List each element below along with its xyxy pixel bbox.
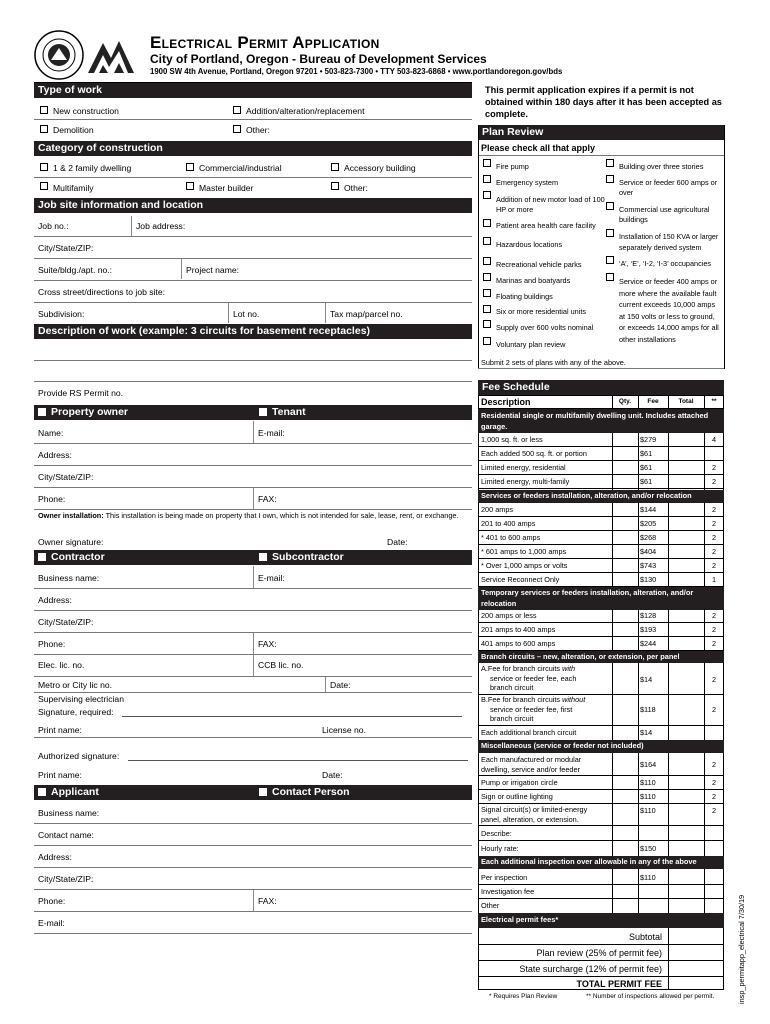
services-fee-fee: $743 — [640, 561, 657, 570]
fee-column-line — [668, 663, 669, 740]
residential-fee-description: Limited energy, residential — [481, 463, 566, 472]
owner-signature-field[interactable]: Owner signature: — [38, 537, 104, 547]
subcontractor-title: Subcontractor — [272, 551, 344, 563]
metro-lic-field[interactable]: Metro or City lic no. — [38, 680, 113, 690]
applicant-fax-field[interactable]: FAX: — [258, 896, 277, 906]
authorized-signature-field[interactable]: Authorized signature: — [38, 751, 120, 761]
services-fee-description: 200 amps — [481, 505, 514, 514]
residential-fee-inspections: 2 — [711, 463, 717, 472]
residential-units-label: Six or more residential units — [496, 307, 587, 316]
temporary-fee-row — [478, 623, 724, 637]
temporary-fee-inspections: 2 — [711, 611, 717, 620]
rv-parks-checkbox[interactable] — [483, 257, 491, 265]
rv-parks-label: Recreational vehicle parks — [496, 260, 582, 269]
emergency-system-label: Emergency system — [496, 178, 559, 187]
tenant-checkbox[interactable] — [259, 408, 267, 416]
service-600-checkbox[interactable] — [606, 175, 614, 183]
fee-column-line — [704, 869, 705, 913]
fee-column-line — [612, 753, 613, 856]
fee-column-line — [612, 433, 613, 490]
subtotal-label: Subtotal — [628, 932, 662, 942]
patient-area-label: Patient area health care facility — [496, 221, 596, 230]
fee-column-line — [638, 663, 639, 740]
service-400-label: Service or feeder 400 amps or more where the available fault current exceeds 10,000 amps at 150 volts or less to ground, or exceeds 14,000 amps for all other installations — [619, 277, 719, 344]
ccb-lic-field[interactable]: CCB lic. no. — [258, 660, 304, 670]
fee-column-line — [638, 869, 639, 913]
fee-column-line — [668, 395, 669, 409]
services-fee-fee: $404 — [640, 547, 657, 556]
residential-fee-row — [478, 433, 724, 447]
services-fee-inspections: 2 — [711, 561, 717, 570]
services-fee-row — [478, 573, 724, 587]
investigation-fee-label: Investigation fee — [481, 887, 535, 896]
contractor-business-field[interactable]: Business name: — [38, 573, 100, 583]
supply-over-600-label: Supply over 600 volts nominal — [496, 323, 594, 332]
subcontractor-header — [259, 550, 344, 565]
fee-column-line — [704, 663, 705, 740]
rs-permit-field[interactable]: Provide RS Permit no. — [38, 388, 124, 398]
pump-inspections: 2 — [711, 778, 717, 787]
expiry-notice: This permit application expires if a permit is not obtained within 180 days after it has been accepted as complete. — [485, 85, 722, 119]
sign-lighting-fee: $110 — [640, 792, 656, 801]
contractor-email-field[interactable]: E-mail: — [258, 573, 285, 583]
services-fee-description: 201 to 400 amps — [481, 519, 536, 528]
multifamily-label: Multifamily — [53, 183, 94, 193]
temporary-fee-fee: $193 — [640, 625, 657, 634]
marinas-label: Marinas and boatyards — [496, 276, 571, 285]
addition-alteration-label: Addition/alteration/replacement — [246, 106, 365, 116]
agency-subtitle: City of Portland, Oregon - Bureau of Development Services — [150, 52, 487, 66]
plan-review-footer: Submit 2 sets of plans with any of the above. — [481, 358, 626, 367]
services-fee-inspections: 1 — [711, 575, 717, 584]
services-fee-description: Service Reconnect Only — [481, 575, 560, 584]
property-owner-header — [34, 405, 472, 420]
applicant-title: Applicant — [51, 786, 99, 798]
floating-buildings-checkbox[interactable] — [483, 289, 491, 297]
cross-street-field[interactable]: Cross street/directions to job site: — [38, 287, 166, 297]
master-builder-checkbox[interactable] — [186, 182, 194, 190]
fee-schedule-header: Fee Schedule — [478, 380, 724, 395]
description-header: Description of work (example: 3 circuits for basement receptacles) — [34, 324, 472, 339]
other-category-checkbox[interactable] — [331, 182, 339, 190]
owner-phone-field[interactable]: Phone: — [38, 494, 66, 504]
services-fee-row — [478, 531, 724, 545]
service-600-label: Service or feeder 600 amps or over — [619, 178, 718, 197]
master-builder-label: Master builder — [199, 183, 254, 193]
property-owner-title: Property owner — [51, 406, 129, 418]
branch-with-line2: service or feeder fee, each — [490, 673, 577, 683]
applicant-email-field[interactable]: E-mail: — [38, 918, 65, 928]
owner-installation-text: This installation is being made on property that I own, which is not intended for sale, lease, rent, or exchange. — [105, 511, 459, 520]
fee-section-temporary: Temporary services or feeders installation, alteration, and/or relocation — [478, 587, 724, 610]
branch-without-line2: service or feeder fee, first — [490, 704, 573, 714]
new-motor-load-label: Addition of new motor load of 100 HP or more — [496, 195, 605, 214]
describe-field[interactable]: Describe: — [481, 829, 512, 838]
fee-column-line — [668, 433, 669, 490]
plan-review-header: Plan Review — [478, 125, 724, 140]
bds-mountain-logo — [86, 33, 136, 77]
residential-fee-fee: $61 — [640, 463, 653, 472]
services-fee-inspections: 2 — [711, 533, 717, 542]
type-of-work-header: Type of work — [34, 83, 472, 98]
fee-column-line — [638, 395, 639, 409]
addition-alteration-checkbox[interactable] — [233, 106, 241, 114]
plan-review-fee-label: Plan review (25% of permit fee) — [536, 948, 662, 958]
col-inspections: ** — [711, 398, 717, 405]
fee-section-residential: Residential single or multifamily dwelling unit. Includes attached garage. — [478, 409, 724, 433]
other-work-checkbox[interactable] — [233, 125, 241, 133]
voluntary-plan-review-label: Voluntary plan review — [496, 340, 566, 349]
fee-section-branch: Branch circuits – new, alteration, or extension, per panel — [478, 651, 724, 663]
services-fee-fee: $144 — [640, 505, 657, 514]
fee-header-line — [478, 408, 724, 409]
applicant-business-field[interactable]: Business name: — [38, 808, 100, 818]
demolition-checkbox[interactable] — [40, 125, 48, 133]
fee-column-line — [612, 663, 613, 740]
services-fee-row — [478, 559, 724, 573]
col-description: Description — [481, 397, 531, 407]
col-qty: Qty. — [618, 398, 632, 405]
category-header: Category of construction — [34, 141, 472, 156]
print-name-field[interactable]: Print name: — [38, 725, 82, 735]
residential-fee-fee: $61 — [640, 477, 653, 486]
contractor-checkbox[interactable] — [38, 553, 46, 561]
other-category-label: Other: — [344, 183, 368, 193]
supervising-electrician-label: Supervising electrician — [38, 694, 124, 704]
residential-fee-description: 1,000 sq. ft. or less — [481, 435, 543, 444]
agricultural-label: Commercial use agricultural buildings — [619, 205, 710, 224]
signal-circuit-label — [481, 805, 587, 824]
fee-column-line — [638, 503, 639, 587]
supervising-signature-field[interactable]: Signature, required: — [38, 707, 114, 717]
branch-without-fee: $118 — [640, 705, 656, 714]
residential-fee-row — [478, 461, 724, 475]
supply-over-600-checkbox[interactable] — [483, 320, 491, 328]
branch-without-line3: branch circuit — [490, 714, 534, 723]
additional-branch-label: Each additional branch circuit — [481, 728, 577, 737]
owner-installation-statement — [38, 511, 468, 521]
applicant-checkbox[interactable] — [38, 788, 46, 796]
additional-branch-fee: $14 — [640, 728, 653, 737]
plan-review-instruction: Please check all that apply — [481, 143, 596, 153]
pump-label: Pump or irrigation circle — [481, 778, 558, 787]
residential-fee-fee: $61 — [640, 449, 653, 458]
print-name-2-field[interactable]: Print name: — [38, 770, 82, 780]
other-work-label: Other: — [246, 125, 270, 135]
fire-pump-label: Fire pump — [496, 162, 529, 171]
services-fee-row — [478, 517, 724, 531]
temporary-fee-inspections: 2 — [711, 639, 717, 648]
lot-no-field[interactable]: Lot no. — [233, 309, 260, 319]
sign-lighting-label: Sign or outline lighting — [481, 792, 553, 801]
branch-with-line3: branch circuit — [490, 683, 534, 692]
family-dwelling-label: 1 & 2 family dwelling — [53, 163, 132, 173]
elec-lic-field[interactable]: Elec. lic. no. — [38, 660, 85, 670]
kva-label: Installation of 150 KVA or larger separately derived system — [619, 233, 719, 252]
hourly-rate-label: Hourly rate: — [481, 844, 519, 853]
state-surcharge-label: State surcharge (12% of permit fee) — [519, 964, 662, 974]
new-motor-load-checkbox[interactable] — [483, 191, 491, 199]
three-stories-label: Building over three stories — [619, 162, 704, 171]
signal-line1: Signal circuit(s) or limited-energy — [481, 805, 588, 814]
new-construction-label: New construction — [53, 106, 119, 116]
inspections-allowed-note: ** Number of inspections allowed per permit. — [586, 993, 715, 1000]
contact-person-header — [259, 785, 350, 800]
fee-column-line — [704, 395, 705, 409]
occupancies-checkbox[interactable] — [606, 256, 614, 264]
residential-fee-inspections: 2 — [711, 477, 717, 486]
owner-fax-field[interactable]: FAX: — [258, 494, 277, 504]
branch-without-text: B.Fee for branch circuits — [481, 695, 563, 704]
contractor-fax-field[interactable]: FAX: — [258, 639, 277, 649]
contractor-city-field[interactable]: City/State/ZIP: — [38, 617, 94, 627]
sign-lighting-inspections: 2 — [711, 792, 717, 801]
residential-fee-fee: $279 — [640, 435, 657, 444]
branch-without-emphasis: without — [562, 695, 586, 704]
manufactured-line2: dwelling, service and/or feeder — [481, 764, 580, 774]
fee-column-line — [668, 928, 669, 990]
job-address-field[interactable]: Job address: — [136, 221, 186, 231]
total-permit-fee-label: TOTAL PERMIT FEE — [576, 979, 662, 989]
services-fee-fee: $268 — [640, 533, 657, 542]
commercial-checkbox[interactable] — [186, 163, 194, 171]
license-no-field[interactable]: License no. — [322, 725, 366, 735]
fee-column-line — [668, 503, 669, 587]
temporary-fee-fee: $244 — [640, 639, 657, 648]
manufactured-line1: Each manufactured or modular — [481, 755, 582, 764]
fee-section-misc: Miscellaneous (service or feeder not included) — [478, 740, 724, 753]
fee-section-permit-fees: Electrical permit fees* — [478, 913, 724, 928]
accessory-building-checkbox[interactable] — [331, 163, 339, 171]
contact-person-checkbox[interactable] — [259, 788, 267, 796]
fee-column-line — [704, 503, 705, 587]
temporary-fee-row — [478, 637, 724, 651]
form-title: Electrical Permit Application — [150, 33, 380, 52]
owner-name-field[interactable]: Name: — [38, 428, 64, 438]
emergency-system-checkbox[interactable] — [483, 175, 491, 183]
fee-column-line — [612, 503, 613, 587]
fee-column-line — [612, 395, 613, 409]
branch-with-inspections: 2 — [711, 675, 717, 684]
job-no-field[interactable]: Job no.: — [38, 221, 69, 231]
suite-field[interactable]: Suite/bldg./apt. no.: — [38, 265, 113, 275]
services-fee-description: * 601 amps to 1,000 amps — [481, 547, 567, 556]
fee-column-line — [704, 753, 705, 856]
fee-column-line — [638, 609, 639, 651]
services-fee-row — [478, 545, 724, 559]
contractor-phone-field[interactable]: Phone: — [38, 639, 66, 649]
services-fee-inspections: 2 — [711, 547, 717, 556]
tax-map-field[interactable]: Tax map/parcel no. — [330, 309, 403, 319]
multifamily-checkbox[interactable] — [40, 182, 48, 190]
contractor-address-field[interactable]: Address: — [38, 595, 72, 605]
services-fee-description: * Over 1,000 amps or volts — [481, 561, 568, 570]
fee-section-additional-inspection: Each additional inspection over allowable in any of the above — [478, 856, 724, 869]
commercial-label: Commercial/industrial — [199, 163, 282, 173]
agency-address: 1900 SW 4th Avenue, Portland, Oregon 97201 • 503-823-7300 • TTY 503-823-6868 • www.portlandoregon.gov/bds — [150, 67, 563, 76]
residential-fee-row — [478, 475, 724, 489]
services-fee-fee: $205 — [640, 519, 657, 528]
contractor-title: Contractor — [51, 551, 105, 563]
service-400-checkbox[interactable] — [606, 273, 614, 281]
manufactured-inspections: 2 — [711, 760, 717, 769]
branch-with-emphasis: with — [562, 664, 576, 673]
pump-fee: $110 — [640, 778, 656, 787]
form-id-sidetext: insp_permitapp_electrical 7/30/19 — [737, 894, 746, 1004]
col-fee: Fee — [647, 398, 659, 405]
services-fee-fee: $130 — [640, 575, 657, 584]
temporary-fee-row — [478, 609, 724, 623]
services-fee-inspections: 2 — [711, 505, 717, 514]
residential-fee-description: Each added 500 sq. ft. or portion — [481, 449, 587, 458]
accessory-building-label: Accessory building — [344, 163, 416, 173]
residential-fee-row — [478, 447, 724, 461]
tenant-header — [259, 405, 306, 420]
description-line-2[interactable] — [34, 361, 472, 381]
signal-circuit-fee: $110 — [640, 806, 656, 815]
contractor-header — [34, 550, 472, 565]
owner-address-field[interactable]: Address: — [38, 450, 72, 460]
requires-plan-review-note: * Requires Plan Review — [489, 993, 558, 1000]
hazardous-locations-checkbox[interactable] — [483, 237, 491, 245]
temporary-fee-description: 200 amps or less — [481, 611, 537, 620]
contact-person-title: Contact Person — [272, 786, 350, 798]
manufactured-fee: $164 — [640, 760, 657, 769]
metro-date-field[interactable]: Date: — [330, 680, 351, 690]
new-construction-checkbox[interactable] — [40, 106, 48, 114]
col-total: Total — [678, 398, 694, 405]
kva-checkbox[interactable] — [606, 229, 614, 237]
fee-column-line — [704, 609, 705, 651]
signal-circuit-inspections: 2 — [711, 806, 717, 815]
job-site-header: Job site information and location — [34, 198, 472, 213]
contact-name-field[interactable]: Contact name: — [38, 830, 94, 840]
agricultural-checkbox[interactable] — [606, 202, 614, 210]
branch-with-description — [481, 664, 576, 693]
owner-installation-label: Owner installation: — [38, 511, 104, 520]
description-line-1[interactable] — [34, 340, 472, 360]
signal-line2: panel, alteration, or extension. — [481, 814, 579, 824]
branch-with-fee: $14 — [640, 675, 653, 684]
fee-column-line — [668, 753, 669, 856]
fee-column-header-row — [478, 395, 724, 408]
manufactured-dwelling-label — [481, 755, 581, 774]
owner-date-field[interactable]: Date: — [387, 537, 408, 547]
job-city-field[interactable]: City/State/ZIP: — [38, 243, 94, 253]
other-fee-label: Other — [481, 901, 500, 910]
fee-column-line — [638, 753, 639, 856]
owner-email-field[interactable]: E-mail: — [258, 428, 285, 438]
city-seal-logo — [34, 30, 84, 80]
fee-column-line — [668, 609, 669, 651]
applicant-phone-field[interactable]: Phone: — [38, 896, 66, 906]
fee-column-line — [638, 433, 639, 490]
fee-section-services: Services or feeders installation, alteration, and/or relocation — [478, 490, 724, 503]
branch-without-description — [481, 695, 585, 724]
branch-with-text: A.Fee for branch circuits — [481, 664, 563, 673]
marinas-checkbox[interactable] — [483, 273, 491, 281]
per-inspection-label: Per inspection — [481, 873, 528, 882]
auth-date-field[interactable]: Date: — [322, 770, 343, 780]
fee-column-line — [612, 869, 613, 913]
demolition-label: Demolition — [53, 125, 94, 135]
subdivision-field[interactable]: Subdivision: — [38, 309, 85, 319]
temporary-fee-inspections: 2 — [711, 625, 717, 634]
temporary-fee-description: 401 amps to 600 amps — [481, 639, 556, 648]
patient-area-checkbox[interactable] — [483, 219, 491, 227]
owner-city-field[interactable]: City/State/ZIP: — [38, 472, 94, 482]
project-name-field[interactable]: Project name: — [186, 265, 240, 275]
subcontractor-checkbox[interactable] — [259, 553, 267, 561]
floating-buildings-label: Floating buildings — [496, 292, 553, 301]
per-inspection-fee: $110 — [640, 873, 656, 882]
services-fee-row — [478, 503, 724, 517]
occupancies-label: ‘A’, ‘E’, ‘I-2, ‘I-3’ occupancies — [619, 259, 712, 268]
residential-fee-inspections: 4 — [711, 435, 717, 444]
fee-column-line — [668, 869, 669, 913]
tenant-title: Tenant — [272, 406, 306, 418]
hourly-rate-fee: $150 — [640, 844, 657, 853]
fee-column-line — [612, 609, 613, 651]
property-owner-checkbox[interactable] — [38, 408, 46, 416]
fee-column-line — [704, 433, 705, 490]
branch-without-inspections: 2 — [711, 705, 717, 714]
temporary-fee-fee: $128 — [640, 611, 657, 620]
applicant-header — [34, 785, 472, 800]
services-fee-inspections: 2 — [711, 519, 717, 528]
family-dwelling-checkbox[interactable] — [40, 163, 48, 171]
residential-units-checkbox[interactable] — [483, 305, 491, 313]
temporary-fee-description: 201 amps to 400 amps — [481, 625, 556, 634]
hazardous-locations-label: Hazardous locations — [496, 240, 563, 249]
fire-pump-checkbox[interactable] — [483, 159, 491, 167]
applicant-address-field[interactable]: Address: — [38, 852, 72, 862]
applicant-city-field[interactable]: City/State/ZIP: — [38, 874, 94, 884]
three-stories-checkbox[interactable] — [606, 159, 614, 167]
services-fee-description: * 401 to 600 amps — [481, 533, 541, 542]
residential-fee-description: Limited energy, multi-family — [481, 477, 570, 486]
voluntary-plan-review-checkbox[interactable] — [483, 337, 491, 345]
